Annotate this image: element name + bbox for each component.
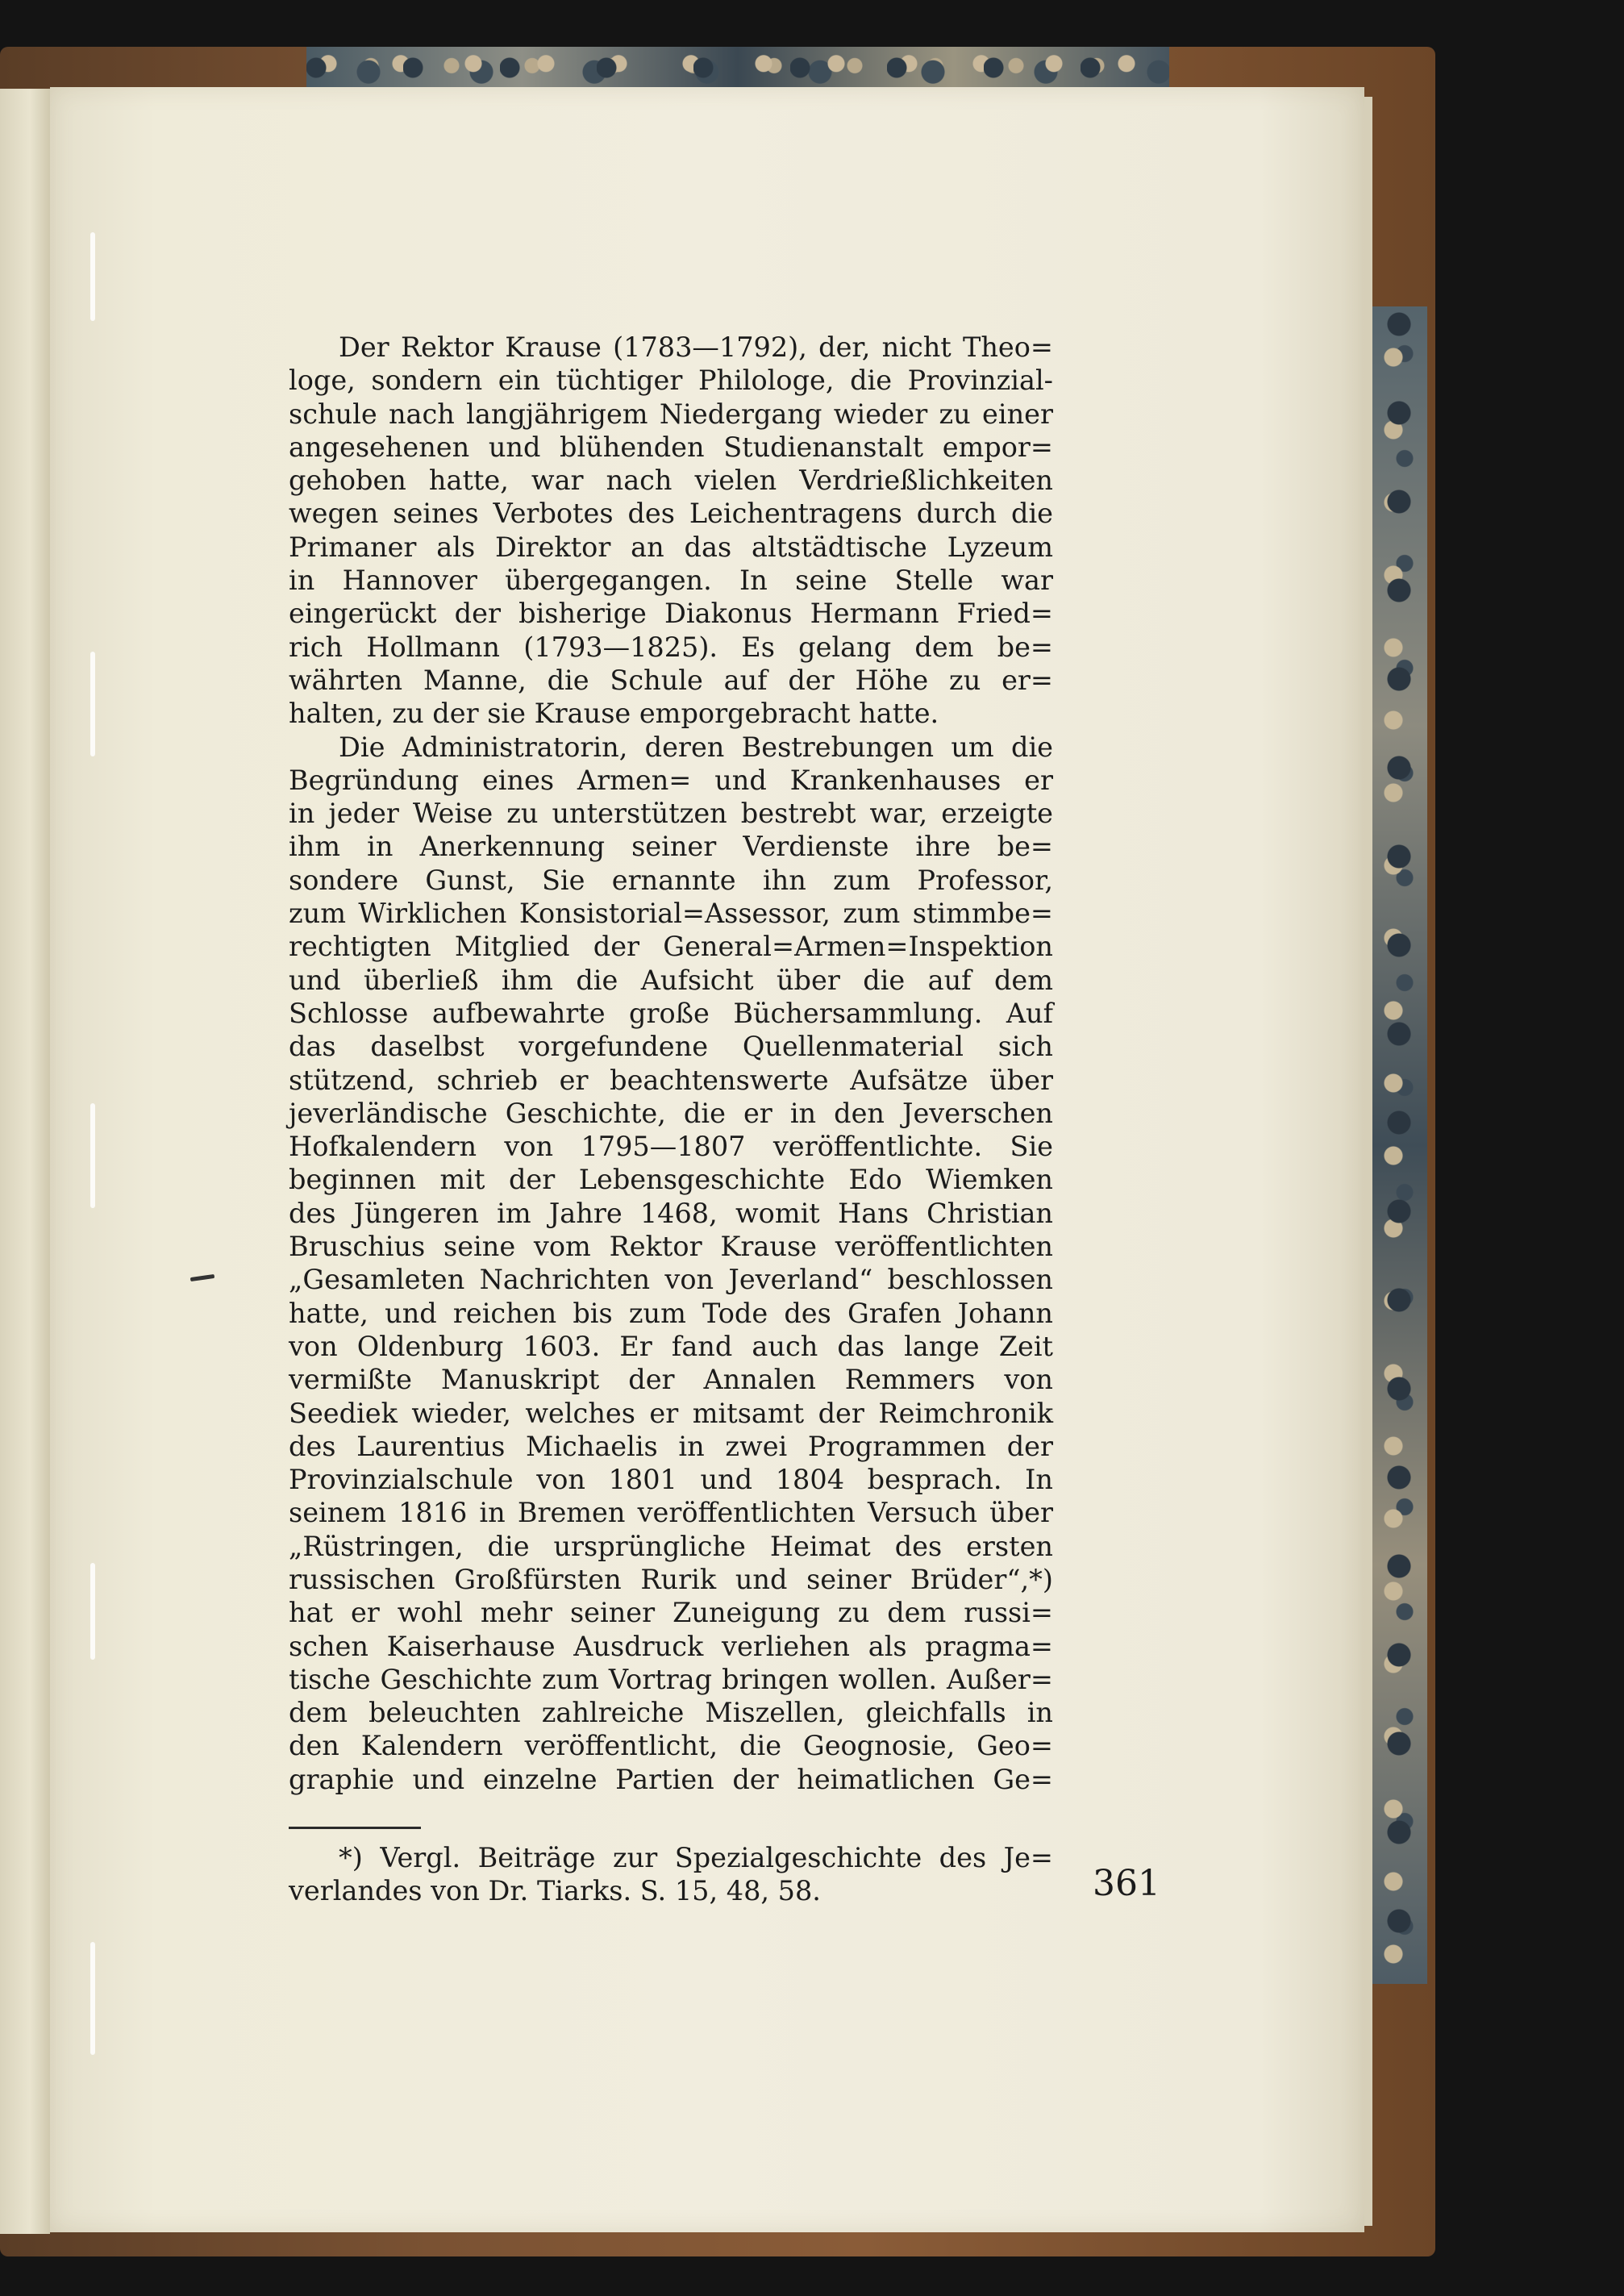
text-line: seinem 1816 in Bremen veröffentlichten Versuch über [289, 1497, 1053, 1529]
text-line: ihm in Anerkennung seiner Verdienste ihre be= [289, 831, 1053, 863]
text-line: „Rüstringen, die ursprüngliche Heimat des ersten [289, 1530, 1053, 1562]
marbled-endpaper-top [306, 47, 1169, 89]
text-line: beginnen mit der Lebensgeschichte Edo Wiemken [289, 1164, 1053, 1196]
text-line: von Oldenburg 1603. Er fand auch das lange Zeit [289, 1330, 1053, 1362]
text-line: Die Administratorin, deren Bestrebungen um die [339, 731, 1053, 763]
text-line: des Laurentius Michaelis in zwei Programmen der [289, 1430, 1053, 1462]
text-line: graphie und einzelne Partien der heimatlichen Ge= [289, 1763, 1053, 1795]
text-line: Schlosse aufbewahrte große Büchersammlung. Auf [289, 997, 1053, 1029]
text-line: vermißte Manuskript der Annalen Remmers von [289, 1364, 1053, 1396]
text-line: rich Hollmann (1793—1825). Es gelang dem be= [289, 631, 1053, 663]
text-line: gehoben hatte, war nach vielen Verdrießlichkeiten [289, 465, 1053, 497]
footnote [289, 1841, 1053, 1908]
text-line: Hofkalendern von 1795—1807 veröffentlichte. Sie [289, 1131, 1053, 1163]
text-line: sondere Gunst, Sie ernannte ihn zum Professor, [289, 864, 1053, 896]
text-line: „Gesamleten Nachrichten von Jeverland“ beschlossen [289, 1264, 1053, 1296]
facing-page-edge [0, 89, 50, 2234]
text-line: hat er wohl mehr seiner Zuneigung zu dem russi= [289, 1597, 1053, 1629]
binding-stitch [90, 1942, 95, 2055]
text-line: rechtigten Mitglied der General=Armen=Inspektion [289, 931, 1053, 963]
text-line: und überließ ihm die Aufsicht über die auf dem [289, 964, 1053, 996]
text-line: angesehenen und blühenden Studienanstalt empor= [289, 431, 1053, 463]
marbled-endpaper-right [1371, 306, 1427, 1984]
text-line: eingerückt der bisherige Diakonus Hermann Fried= [289, 598, 1053, 630]
text-line: das daselbst vorgefundene Quellenmaterial sich [289, 1031, 1053, 1063]
binding-stitch [90, 652, 95, 756]
text-line: Primaner als Direktor an das altstädtische Lyzeum [289, 531, 1053, 563]
text-line: schule nach langjährigem Niedergang wieder zu einer [289, 398, 1053, 430]
text-line: in jeder Weise zu unterstützen bestrebt war, erzeigte [289, 798, 1053, 830]
text-line: des Jüngeren im Jahre 1468, womit Hans Christian [289, 1197, 1053, 1229]
text-line: Seediek wieder, welches er mitsamt der Reimchronik [289, 1397, 1053, 1429]
binding-stitch [90, 232, 95, 321]
text-line: wegen seines Verbotes des Leichentragens durch die [289, 498, 1053, 530]
text-line: hatte, und reichen bis zum Tode des Grafen Johann [289, 1297, 1053, 1329]
text-line: stützend, schrieb er beachtenswerte Aufsätze über [289, 1064, 1053, 1096]
text-line: jeverländische Geschichte, die er in den Jeverschen [289, 1097, 1053, 1129]
text-line: halten, zu der sie Krause emporgebracht hatte. [289, 698, 939, 730]
text-line: zum Wirklichen Konsistorial=Assessor, zum stimmbe= [289, 898, 1053, 930]
binding-stitch [90, 1563, 95, 1660]
body-text [289, 331, 1053, 1796]
text-line: Provinzialschule von 1801 und 1804 besprach. In [289, 1464, 1053, 1496]
text-line: russischen Großfürsten Rurik und seiner Brüder“,*) [289, 1563, 1053, 1595]
text-line: loge, sondern ein tüchtiger Philologe, die Provinzial- [289, 365, 1053, 397]
page-number: 361 [1093, 1863, 1160, 1904]
text-line: schen Kaiserhause Ausdruck verliehen als pragma= [289, 1630, 1053, 1662]
footnote-line: verlandes von Dr. Tiarks. S. 15, 48, 58. [289, 1875, 821, 1907]
text-line: in Hannover übergegangen. In seine Stelle war [289, 565, 1053, 597]
text-line: Bruschius seine vom Rektor Krause veröffentlichten [289, 1231, 1053, 1263]
text-line: tische Geschichte zum Vortrag bringen wollen. Außer= [289, 1663, 1053, 1695]
footnote-line: *) Vergl. Beiträge zur Spezialgeschichte des Je= [339, 1842, 1053, 1873]
page-stack-edge [1364, 97, 1372, 2226]
text-line: Begründung eines Armen= und Krankenhauses er [289, 764, 1053, 796]
text-line: dem beleuchten zahlreiche Miszellen, gleichfalls in [289, 1697, 1053, 1729]
text-line: den Kalendern veröffentlicht, die Geognosie, Geo= [289, 1730, 1053, 1762]
text-line: währten Manne, die Schule auf der Höhe zu er= [289, 664, 1053, 696]
footnote-rule [289, 1827, 421, 1829]
text-line: Der Rektor Krause (1783—1792), der, nicht Theo= [339, 331, 1053, 363]
binding-stitch [90, 1103, 95, 1208]
